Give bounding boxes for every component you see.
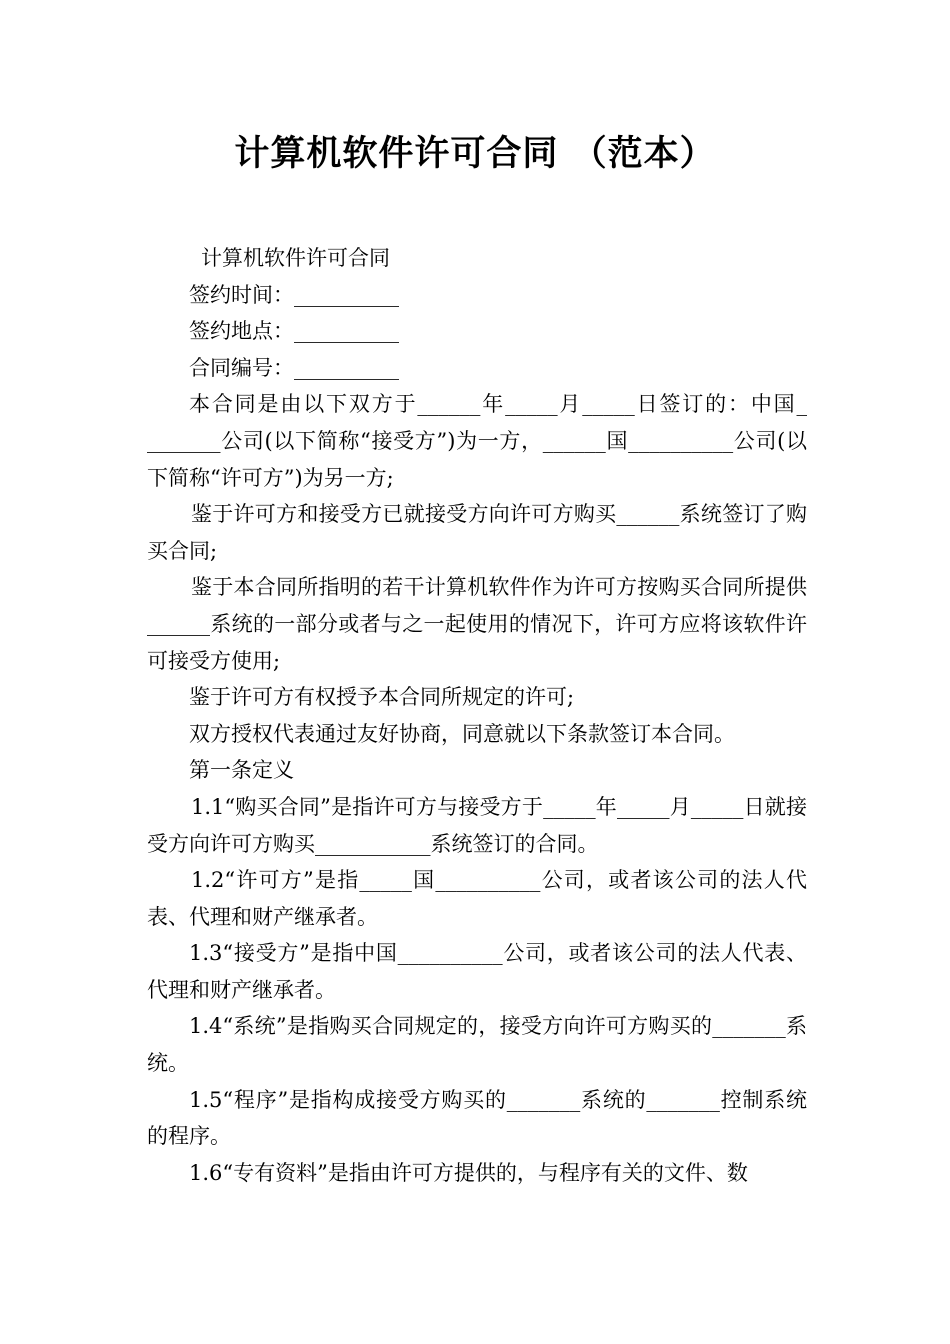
clause-1-4: 1.4“系统”是指购买合同规定的，接受方向许可方购买的_______系统。: [147, 1014, 807, 1076]
clause-1-1: 1.1“购买合同”是指许可方与接受方于_____年_____月_____日就接受方向许可方购买___________系统签订的合同。: [147, 794, 807, 856]
contract-number: 合同编号：__________: [189, 355, 399, 380]
whereas-paragraph-2: 鉴于本合同所指明的若干计算机软件作为许可方按购买合同所提供______系统的一部分或者与之一起使用的情况下，许可方应将该软件许可接受方使用;: [147, 575, 807, 673]
clause-1-5: 1.5“程序”是指构成接受方购买的_______系统的_______控制系统的程序。: [147, 1087, 807, 1149]
document-title: 计算机软件许可合同 （范本）: [234, 134, 716, 174]
clause-1-2: 1.2“许可方”是指_____国__________公司，或者该公司的法人代表、代理和财产继承者。: [147, 868, 807, 929]
signing-time: 签约时间：__________: [189, 282, 399, 307]
document-body: [147, 240, 807, 1191]
article-1-heading: 第一条定义: [189, 758, 294, 783]
parties-paragraph: 本合同是由以下双方于______年_____月_____日签订的：中国_ _______公司(以下简称“接受方”)为一方，______国__________公司(以下简称“许可方”)为另一方;: [147, 392, 807, 490]
whereas-paragraph-3: 鉴于许可方有权授予本合同所规定的许可;: [189, 685, 575, 710]
clause-1-3: 1.3“接受方”是指中国__________公司，或者该公司的法人代表、代理和财产继承者。: [147, 941, 807, 1002]
whereas-paragraph-1: 鉴于许可方和接受方已就接受方向许可方购买______系统签订了购买合同;: [147, 502, 807, 563]
contract-subtitle: 计算机软件许可合同: [201, 246, 390, 270]
agreement-paragraph: 双方授权代表通过友好协商，同意就以下条款签订本合同。: [189, 721, 735, 746]
clause-1-6: 1.6“专有资料”是指由许可方提供的，与程序有关的文件、数: [189, 1160, 748, 1185]
signing-place: 签约地点：__________: [189, 319, 399, 344]
